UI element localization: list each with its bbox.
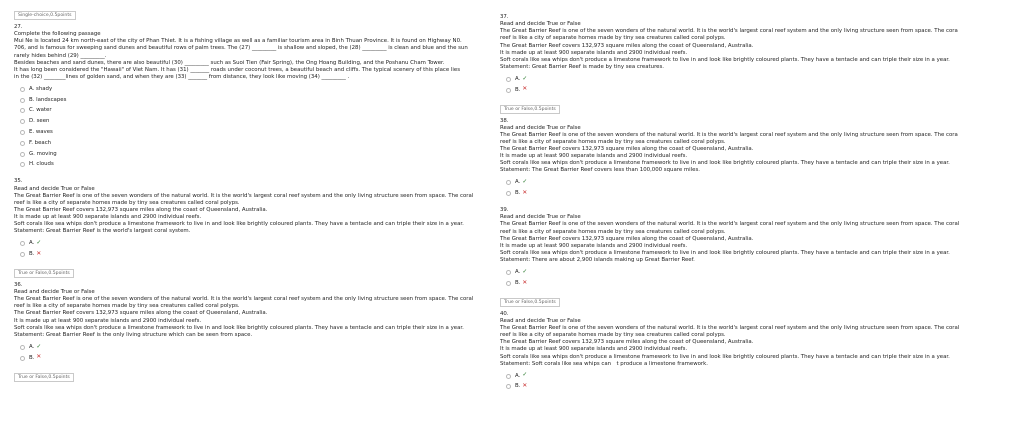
cross-icon: ✕ bbox=[522, 189, 528, 196]
passage-line: It is made up at least 900 separate islands and 2900 individual reefs. bbox=[500, 346, 688, 353]
radio-circle-icon[interactable] bbox=[20, 345, 25, 350]
question-title: Read and decide True or False bbox=[500, 21, 581, 28]
question-number: 37. bbox=[500, 14, 509, 20]
options-list bbox=[14, 342, 476, 364]
question-text bbox=[500, 318, 960, 368]
option-label: A. bbox=[515, 179, 521, 186]
radio-circle-icon[interactable] bbox=[506, 281, 511, 286]
option-label: B. bbox=[515, 383, 521, 390]
question-title: Read and decide True or False bbox=[500, 317, 581, 324]
passage-line: The Great Barrier Reef covers 132,973 square miles along the coast of Queensland, Australia. bbox=[14, 310, 268, 317]
options-list bbox=[14, 238, 476, 260]
passage-line: It is made up at least 900 separate islands and 2900 individual reefs. bbox=[14, 214, 202, 220]
question-40 bbox=[500, 295, 960, 393]
radio-circle-icon[interactable] bbox=[20, 162, 25, 167]
radio-circle-icon[interactable] bbox=[506, 374, 511, 379]
option-label: D. seen bbox=[29, 118, 50, 125]
left-column bbox=[14, 8, 476, 384]
statement: Statement: There are about 2,900 islands making up Great Barrier Reef. bbox=[500, 257, 695, 264]
passage-line: The Great Barrier Reef is one of the seven wonders of the natural world. It is the world's largest coral reef system and the only living structure seen from space. The cora bbox=[500, 28, 958, 35]
option-label: A. bbox=[515, 75, 521, 82]
question-number: 39. bbox=[500, 207, 509, 214]
passage-line: The Great Barrier Reef is one of the seven wonders of the natural world. It is the world's largest coral reef system and the only living structure seen from space. The coral bbox=[14, 296, 474, 303]
check-icon: ✓ bbox=[36, 343, 42, 350]
radio-circle-icon[interactable] bbox=[20, 356, 25, 361]
question-36 bbox=[14, 266, 476, 364]
radio-circle-icon[interactable] bbox=[20, 152, 25, 157]
question-text bbox=[14, 289, 476, 339]
option-label: A. bbox=[515, 269, 521, 276]
radio-circle-icon[interactable] bbox=[20, 130, 25, 135]
passage-line: The Great Barrier Reef covers 132,973 square miles along the coast of Queensland, Australia. bbox=[500, 42, 754, 49]
option-a[interactable] bbox=[14, 84, 476, 95]
option-label: A. bbox=[515, 372, 521, 379]
option-label: B. bbox=[29, 251, 35, 257]
passage-line: It is made up at least 900 separate islands and 2900 individual reefs. bbox=[500, 242, 688, 249]
option-true[interactable] bbox=[14, 238, 476, 249]
passage-line: Mui Ne is located 24 km north-east of the city of Phan Thiet. It is a fishing village as well as a familiar tourism area in Binh Thuan Province. It is found on Highway N0. bbox=[14, 38, 462, 45]
question-number: 27. bbox=[14, 24, 23, 30]
question-35 bbox=[14, 178, 476, 260]
option-false[interactable] bbox=[14, 249, 476, 260]
passage-line: It is made up at least 900 separate islands and 2900 individual reefs. bbox=[500, 153, 688, 160]
option-label: A. shady bbox=[29, 85, 53, 92]
question-number: 40. bbox=[500, 310, 509, 317]
option-e[interactable] bbox=[14, 127, 476, 138]
cross-icon: ✕ bbox=[36, 354, 42, 361]
statement: Statement: Great Barrier Reef is the only living structure which can be seen from space. bbox=[14, 331, 253, 338]
passage-line: rarely hides behind (29) _________. bbox=[14, 52, 107, 59]
passage-line: The Great Barrier Reef is one of the seven wonders of the natural world. It is the world's largest coral reef system and the only living structure seen from space. The coral bbox=[14, 192, 474, 199]
passage-line: reef is like a city of separate homes made by tiny sea creatures called coral polyps. bbox=[500, 35, 726, 42]
passage-line: Soft corals like sea whips don't produce a limestone framework to live in and look like brightly coloured plants. They have a tentacle and can triple their size in a year. bbox=[500, 353, 950, 360]
question-type-tag: True or False,0.5points bbox=[500, 105, 560, 114]
option-d[interactable] bbox=[14, 116, 476, 127]
passage-line: The Great Barrier Reef covers 132,973 square miles along the coast of Queensland, Australia. bbox=[500, 339, 754, 346]
question-38 bbox=[500, 102, 960, 200]
passage-line: Besides beaches and sand dunes, there are also beautiful (30) _________ such as Suoi Tien (Fair Spring), the Ong Hoang Building, and the Poshanu Cham Tower. bbox=[14, 59, 445, 66]
option-label: B. bbox=[515, 86, 521, 93]
option-true[interactable] bbox=[500, 178, 960, 189]
option-label: B. landscapes bbox=[29, 96, 67, 103]
question-type-tag: True or False,0.5points bbox=[500, 298, 560, 307]
options-list bbox=[500, 267, 960, 289]
question-39 bbox=[500, 207, 960, 289]
option-label: H. clouds bbox=[29, 161, 54, 168]
passage-line: The Great Barrier Reef covers 132,973 square miles along the coast of Queensland, Australia. bbox=[500, 146, 754, 153]
passage-line: Soft corals like sea whips don't produce a limestone framework to live in and look like brightly coloured plants. They have a tentacle and can triple their size in a year. bbox=[500, 160, 950, 167]
radio-circle-icon[interactable] bbox=[506, 180, 511, 185]
option-false[interactable] bbox=[500, 278, 960, 289]
radio-circle-icon[interactable] bbox=[20, 98, 25, 103]
statement: Statement: Great Barrier Reef is the world's largest coral system. bbox=[14, 228, 191, 235]
check-icon: ✓ bbox=[522, 179, 528, 186]
passage-line: The Great Barrier Reef covers 132,973 square miles along the coast of Queensland, Australia. bbox=[14, 206, 268, 213]
cross-icon: ✕ bbox=[36, 250, 42, 257]
check-icon: ✓ bbox=[522, 268, 528, 275]
question-title: Read and decide True or False bbox=[14, 289, 95, 296]
passage-line: It is made up at least 900 separate islands and 2900 individual reefs. bbox=[14, 317, 202, 324]
passage-line: 706, and is famous for sweeping sand dunes and beautiful rows of palm trees. The (27) _________ is shallow and sloped, the (28) _________ is clean and blue and the sun bbox=[14, 45, 468, 52]
option-label: F. beach bbox=[29, 139, 52, 146]
radio-circle-icon[interactable] bbox=[506, 77, 511, 82]
radio-circle-icon[interactable] bbox=[20, 141, 25, 146]
passage-line: Soft corals like sea whips don't produce a limestone framework to live in and look like brightly coloured plants. They have a tentacle and can triple their size in a year. bbox=[14, 221, 464, 228]
question-text bbox=[500, 125, 960, 175]
question-title: Complete the following passage bbox=[14, 31, 101, 38]
option-true[interactable] bbox=[500, 74, 960, 85]
question-text bbox=[500, 21, 960, 71]
passage-line: Soft corals like sea whips don't produce a limestone framework to live in and look like brightly coloured plants. They have a tentacle and can triple their size in a year. bbox=[14, 324, 464, 331]
passage-line: Soft corals like sea whips don't produce a limestone framework to live in and look like brightly coloured plants. They have a tentacle and can triple their size in a year. bbox=[500, 56, 950, 63]
statement: Statement: The Great Barrier Reef covers less than 100,000 square miles. bbox=[500, 167, 700, 174]
passage-line: reef is like a city of separate homes made by tiny sea creatures called coral polyps. bbox=[14, 199, 240, 206]
option-label: C. water bbox=[29, 107, 52, 114]
statement: Statement: Soft corals like sea whips can t produce a limestone framework. bbox=[500, 360, 708, 367]
radio-circle-icon[interactable] bbox=[506, 191, 511, 196]
radio-circle-icon[interactable] bbox=[20, 119, 25, 124]
question-number: 35. bbox=[14, 178, 23, 185]
passage-line: reef is like a city of separate homes made by tiny sea creatures called coral polyps. bbox=[500, 332, 726, 339]
option-label: G. moving bbox=[29, 150, 57, 157]
option-false[interactable] bbox=[500, 382, 960, 393]
radio-circle-icon[interactable] bbox=[506, 88, 511, 93]
question-title: Read and decide True or False bbox=[500, 214, 581, 221]
passage-line: reef is like a city of separate homes made by tiny sea creatures called coral polyps. bbox=[14, 303, 240, 310]
question-number: 36. bbox=[14, 281, 23, 288]
question-type-tag: Single-choice,0.5points bbox=[14, 11, 76, 20]
options-list bbox=[500, 371, 960, 393]
cross-icon: ✕ bbox=[522, 86, 528, 93]
radio-circle-icon[interactable] bbox=[20, 87, 25, 92]
passage-line: It is made up at least 900 separate islands and 2900 individual reefs. bbox=[500, 49, 688, 56]
option-label: B. bbox=[29, 354, 35, 361]
check-icon: ✓ bbox=[522, 75, 528, 82]
option-g[interactable] bbox=[14, 149, 476, 160]
passage-line: The Great Barrier Reef is one of the seven wonders of the natural world. It is the world's largest coral reef system and the only living structure seen from space. The coral bbox=[500, 325, 960, 332]
option-b[interactable] bbox=[14, 95, 476, 106]
option-h[interactable] bbox=[14, 160, 476, 171]
passage-line: reef is like a city of separate homes made by tiny sea creatures called coral polyps. bbox=[500, 228, 726, 235]
option-label: B. bbox=[515, 279, 521, 286]
question-text bbox=[500, 214, 960, 264]
passage-line: Soft corals like sea whips don't produce a limestone framework to live in and look like brightly coloured plants. They have a tentacle and can triple their size in a year. bbox=[500, 249, 950, 256]
passage-line: The Great Barrier Reef is one of the seven wonders of the natural world. It is the world's largest coral reef system and the only living structure seen from space. The coral bbox=[500, 221, 960, 228]
check-icon: ✓ bbox=[36, 239, 42, 246]
option-false[interactable] bbox=[500, 85, 960, 96]
option-label: E. waves bbox=[29, 129, 53, 136]
radio-circle-icon[interactable] bbox=[20, 241, 25, 246]
question-number: 38. bbox=[500, 117, 509, 124]
right-column bbox=[500, 12, 960, 392]
options-list bbox=[500, 178, 960, 200]
passage-line: The Great Barrier Reef covers 132,973 square miles along the coast of Queensland, Australia. bbox=[500, 235, 754, 242]
question-title: Read and decide True or False bbox=[500, 124, 581, 131]
radio-circle-icon[interactable] bbox=[20, 108, 25, 113]
question-text bbox=[14, 31, 476, 81]
radio-circle-icon[interactable] bbox=[20, 252, 25, 257]
option-true[interactable] bbox=[500, 267, 960, 278]
radio-circle-icon[interactable] bbox=[506, 384, 511, 389]
radio-circle-icon[interactable] bbox=[506, 270, 511, 275]
question-title: Read and decide True or False bbox=[14, 185, 95, 192]
option-label: B. bbox=[515, 190, 521, 197]
question-type-tag: True or False,0.5points bbox=[14, 373, 74, 382]
question-text bbox=[14, 186, 476, 236]
option-c[interactable] bbox=[14, 106, 476, 117]
passage-line: The Great Barrier Reef is one of the seven wonders of the natural world. It is the world's largest coral reef system and the only living structure seen from space. The cora bbox=[500, 131, 958, 138]
option-f[interactable] bbox=[14, 138, 476, 149]
options-list bbox=[14, 84, 476, 170]
passage-line: It has long been considered the "Hawaii" of Viet Nam. It has (31) _______ roads under coconut trees, a beautiful beach and cliffs. The typical scenery of this place lies bbox=[14, 66, 461, 73]
option-label: A. bbox=[29, 240, 35, 247]
question-27 bbox=[14, 8, 476, 170]
option-true[interactable] bbox=[500, 371, 960, 382]
cross-icon: ✕ bbox=[522, 383, 528, 390]
option-true[interactable] bbox=[14, 342, 476, 353]
passage-line: in the (32) ________lines of golden sand, and when they are (33) _______ from distance, they look like moving (34) _________ . bbox=[14, 73, 350, 80]
cross-icon: ✕ bbox=[522, 279, 528, 286]
check-icon: ✓ bbox=[522, 372, 528, 379]
statement: Statement: Great Barrier Reef is made by tiny sea creatures. bbox=[500, 63, 665, 70]
option-false[interactable] bbox=[14, 353, 476, 364]
options-list bbox=[500, 74, 960, 96]
passage-line: reef is like a city of separate homes made by tiny sea creatures called coral polyps. bbox=[500, 138, 726, 145]
option-label: A. bbox=[29, 343, 35, 350]
question-type-tag: True or False,0.5points bbox=[14, 269, 74, 278]
question-37 bbox=[500, 14, 960, 96]
option-false[interactable] bbox=[500, 188, 960, 199]
